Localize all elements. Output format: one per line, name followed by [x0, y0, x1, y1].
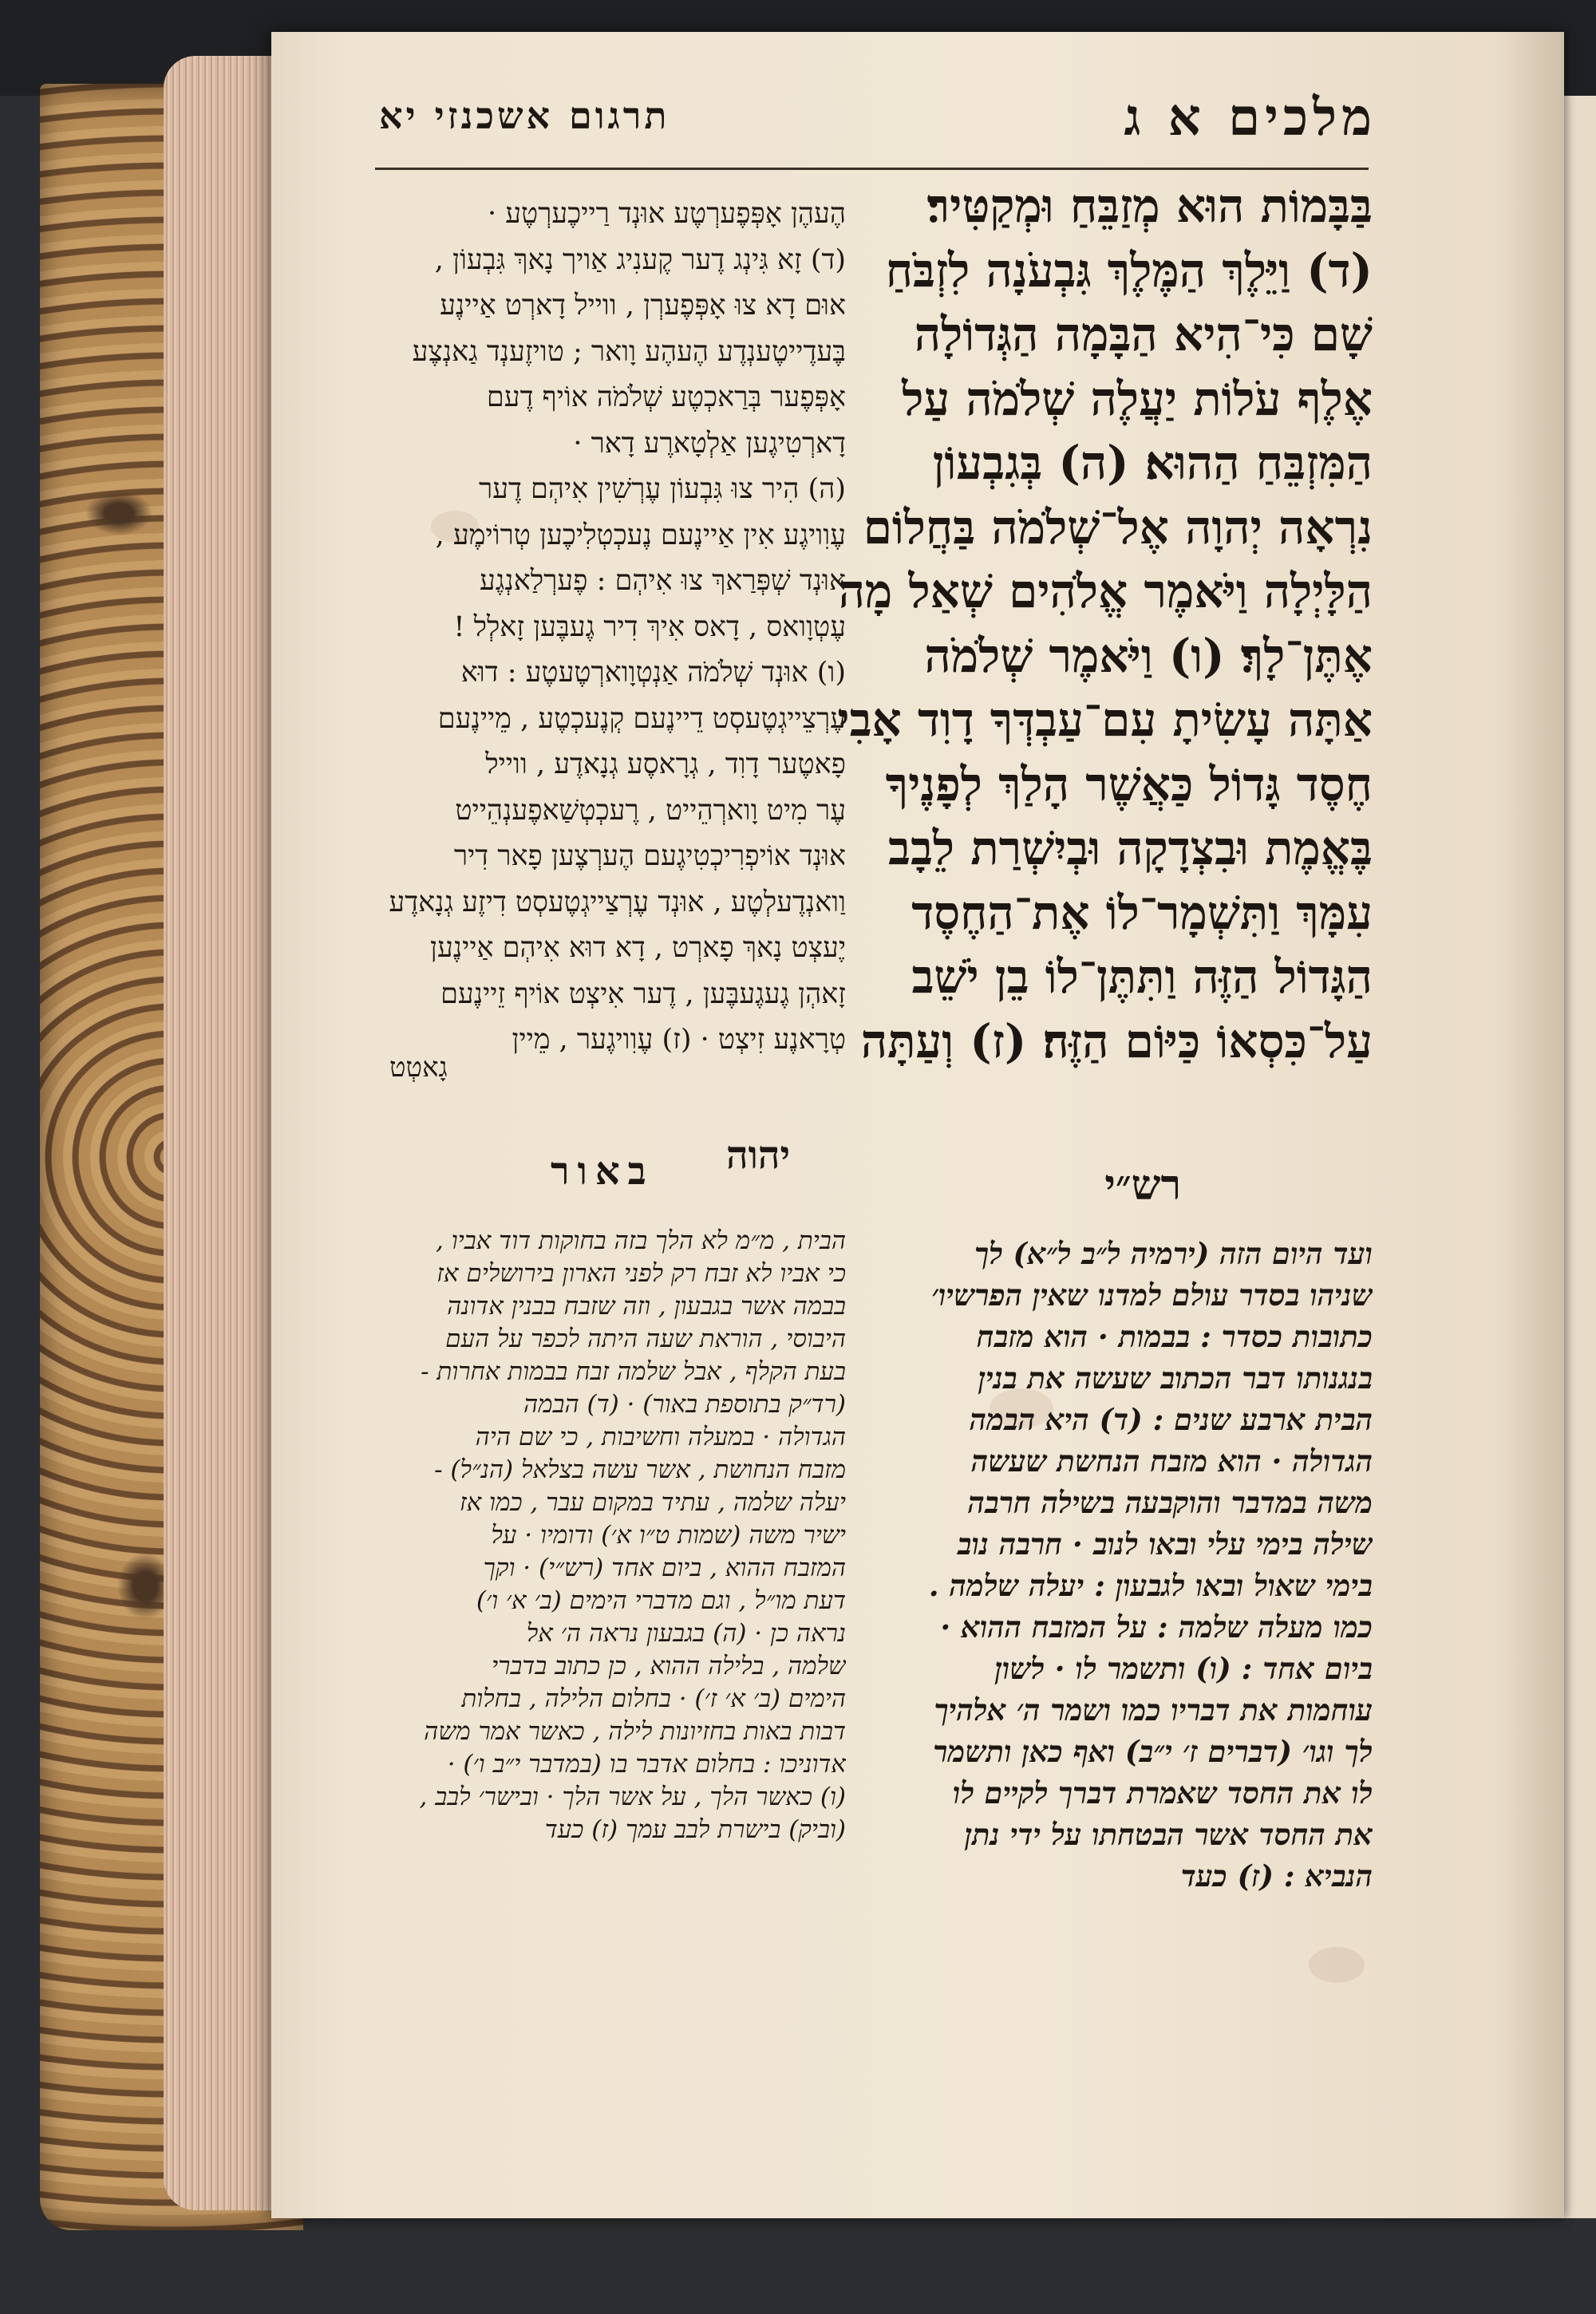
rashi-line: את החסד אשר הבטחתו על ידי נתן: [964, 1817, 1373, 1852]
rashi-line: שניהו בסדר עולם למדנו שאין הפרשיו׳: [931, 1277, 1373, 1313]
yiddish-line: זָאהְן גֶעגֶעבֶּען , דֶער אִיצְט אוֹיף זֵיינֶעם: [440, 977, 846, 1010]
hebrew-line: הַלָּיְלָה וַיֹּאמֶר אֱלֹהִים שְׁאַל מָה: [838, 564, 1373, 618]
beur-line: כי אביו לא זבח רק לפני הארון בירושלים אז: [437, 1259, 846, 1288]
page-content: [271, 32, 1564, 2218]
hebrew-line: עִמָּךְ וַתִּשְׁמָר־לוֹ אֶת־הַחֶסֶד: [911, 885, 1373, 940]
yiddish-line: אוּם דָא צוּ אָפְּפֶערְן , ווייל דָארְט אַיינֶע: [440, 290, 846, 322]
beur-line: ישיר משה (שמות ט״ו א׳) ודומיו · על: [491, 1521, 846, 1550]
yiddish-line: עֶטְוָואס , דָאס אִיךְ דִיר גֶעבֶּען זָאלְל !: [453, 610, 846, 643]
yiddish-catchword: גָאטְט: [389, 1052, 448, 1084]
beur-line: דבות באות בחזיונות לילה , כאשר אמר משה: [424, 1717, 846, 1746]
rashi-line: כמו מעלה שלמה : על המזבח ההוא ·: [940, 1609, 1373, 1645]
rashi-line: כתובות כסדר : בבמות · הוא מזבח: [976, 1319, 1373, 1354]
yiddish-translation-column: [375, 192, 846, 1064]
beur-line: הימים (ב׳ א׳ ז׳) · בחלום הלילה , בחלות: [461, 1684, 846, 1713]
yiddish-line: בֶּעדֶייטֶענְדֶע הֶעהֶע וָואר ; טויזֶענְד גַאנְצֶע: [412, 335, 846, 368]
rashi-heading: רש״י: [1104, 1161, 1181, 1210]
hebrew-line: אַתָּה עָשִׂיתָ עִם־עַבְדְּךָ דָוִד אָבִי: [837, 693, 1373, 747]
header-rule: [375, 168, 1369, 170]
hebrew-line: שָׁם כִּי־הִיא הַבָּמָה הַגְּדוֹלָה: [914, 307, 1373, 361]
yiddish-line: וַואנְדֶעלְטֶע , אוּנְד עֶרְצַייגְטֶעסְט דִיזֶע גְנָאדֶע: [389, 886, 846, 918]
yiddish-line: עֶרְצֵייגְטֶעסְט דֵיינֶעם קְנֶעכְטֶע , מֵיינֶעם: [437, 702, 846, 735]
beur-line: נראה כן · (ה) בגבעון נראה ה׳ אל: [526, 1619, 846, 1648]
yiddish-line: אוּנְד שְׁפְּרַאךְ צוּ אִיהְם : פֶערְלַאנְגֶע: [480, 565, 846, 597]
hebrew-line: בַּבָּמוֹת הוּא מְזַבֵּחַ וּמְקַטִּיר׃: [926, 179, 1373, 233]
yiddish-line: דָארְטִיגֶען אַלְטָארֶע דָאר ·: [573, 427, 846, 460]
hebrew-line: הַמִּזְבֵּחַ הַהוּא׃ (ה) בְּגִבְעוֹן: [932, 436, 1373, 490]
rashi-line: ביום אחד : (ו) ותשמר לו · לשון: [994, 1651, 1373, 1686]
rashi-line: שילה בימי עלי ובאו לנוב · חרבה נוב: [957, 1526, 1373, 1562]
hebrew-line: עַל־כִּסְאוֹ כַּיּוֹם הַזֶּה׃ (ז) וְעַתָּה: [860, 1013, 1373, 1068]
yiddish-line: (ד) זָא גִּינְג דֶער קֶענִיג אַויך נָאךְ גִּבְעוֹן ,: [434, 243, 846, 276]
book-page: [271, 32, 1564, 2218]
beur-line: בבמה אשר בגבעון , וזה שזבח בבנין אדונה: [447, 1292, 846, 1321]
yiddish-line: פָאטֶער דָוִד , גְרָאסֶע גְנָאדֶע , ווייל: [485, 748, 846, 780]
beur-line: הגדולה · במעלה וחשיבות , כי שם היה: [475, 1423, 846, 1451]
beur-line: (וביק) בישרת לבב עמך (ז) כעד: [544, 1815, 846, 1844]
yiddish-line: עֶוִויגֶע אִין אַיינֶעם נֶעכְטְלִיכֶען טְרוֹימֶע ,: [435, 519, 846, 551]
beur-line: היבוסי , הוראת שעה היתה לכפר על העם: [445, 1325, 846, 1353]
hebrew-text-column: [766, 174, 1373, 1073]
hebrew-line: נִרְאָה יְהוָה אֶל־שְׁלֹמֹה בַּחֲלוֹם: [863, 500, 1373, 555]
beur-line: מזבח הנחושת , אשר עשה בצלאל (הנ״ל) -: [434, 1455, 846, 1484]
beur-line: (ו) כאשר הלך , על אשר הלך · ובישר׳ לבב ,: [419, 1783, 846, 1811]
beur-line: אדוניכו : בחלום אדבר בו (במדבר י״ב ו׳) ·: [447, 1750, 846, 1779]
beur-heading: באור: [551, 1149, 654, 1194]
yiddish-line: אוּנְד אוֹיפְרִיכְטִיגֶעם הֶערְצֶען פָאר דִיר: [453, 840, 846, 872]
beur-line: שלמה , בלילה ההוא , כן כתוב בדברי: [492, 1652, 846, 1680]
yiddish-line: (ו) אוּנְד שְׁלֹמֹה אַנְטְוָוארְטֶעטֶע : דוּא: [460, 657, 846, 689]
rashi-line: הבית ארבע שנים : (ד) היא הבמה: [969, 1402, 1373, 1437]
header-book-title: מלכים א ג: [1124, 88, 1377, 148]
rashi-commentary: [770, 1233, 1373, 1897]
rashi-line: לך וגו׳ (דברים ז׳ י״ב) ואף כאן ותשמר: [933, 1734, 1373, 1769]
rashi-line: ועד היום הזה (ירמיה ל״ב ל״א) לך: [974, 1236, 1373, 1271]
beur-line: בעת הקלף , אבל שלמה זבח בבמות אחרות -: [421, 1357, 846, 1386]
yiddish-line: אָפְּפֶער בְּרַאכְטֶע שְׁלֹמֹה אוֹיף דֶעם: [486, 381, 846, 413]
hebrew-line: חֶסֶד גָּדוֹל כַּאֲשֶׁר הָלַךְ לְפָנֶיךָ: [885, 756, 1373, 811]
yiddish-line: טְרָאנֶע זִיצְט · (ז) עֶוִויגֶער , מֵיין: [512, 1024, 846, 1056]
yiddish-line: יֶעצְט נָאךְ פָארְט , דָא דוּא אִיהְם אַיינֶען: [430, 932, 846, 964]
rashi-line: בנגנותו דבר הכתוב שעשה את בנין: [978, 1360, 1373, 1396]
rashi-line: משה במדבר והוקבעה בשילה חרבה: [967, 1485, 1373, 1520]
rashi-line: הנביא : (ז) כעד: [1180, 1858, 1373, 1893]
hebrew-line: אֶלֶף עֹלוֹת יַעֲלֶה שְׁלֹמֹה עַל: [902, 371, 1373, 426]
rashi-line: הגדולה · הוא מזבח הנחשת שעשה: [970, 1443, 1373, 1479]
beur-commentary: [375, 1225, 846, 1846]
beur-line: דעת מו״ל , וגם מדברי הימים (ב׳ א׳ ו׳): [476, 1586, 846, 1615]
hebrew-line: (ד) וַיֵּלֶךְ הַמֶּלֶךְ גִּבְעֹנָה לִזְבֹּחַ: [885, 243, 1373, 298]
hebrew-line: בֶּאֱמֶת וּבִצְדָקָה וּבְיִשְׁרַת לֵבָב: [888, 821, 1373, 875]
catchword-yhwh: יהוה: [726, 1133, 791, 1178]
yiddish-line: הֶעהֶן אָפְּפֶערְטֶע אוּנְד רַייכֶערְטֶע ·: [487, 198, 846, 230]
rashi-line: בימי שאול ובאו לגבעון : יעלה שלמה .: [928, 1568, 1373, 1603]
hebrew-line: הַגָּדוֹל הַזֶּה וַתִּתֶּן־לוֹ בֵן יֹשֵׁב: [911, 950, 1373, 1004]
beur-line: הבית , מ״מ לא הלך בזה בחוקות דוד אביו ,: [436, 1226, 846, 1255]
rashi-line: עוחמות את דבריו כמו ושמר ה׳ אלהיך: [934, 1692, 1373, 1728]
beur-line: יעלה שלמה , עתיד במקום עבר , כמו אז: [459, 1488, 846, 1517]
beur-line: (רד״ק בתוספת באור) · (ד) הבמה: [523, 1390, 846, 1419]
yiddish-line: (ה) הִיר צוּ גִּבְעוֹן עֶרְשִׁין אִיהְם דֶער: [479, 473, 846, 505]
hebrew-line: אֶתֶּן־לָךְ׃ (ו) וַיֹּאמֶר שְׁלֹמֹה: [924, 628, 1373, 683]
beur-line: המזבח ההוא , ביום אחד (רש״י) · וקך: [483, 1554, 846, 1582]
header-section-title: תרגום אשכנזי יא: [379, 94, 670, 137]
yiddish-line: עֶר מִיט וָוארְהֵייט , רֶעכְטְשַׁאפֶענְהֵייט: [455, 794, 846, 827]
rashi-line: לו את החסד שאמרת דברך לקיים לו: [952, 1775, 1373, 1811]
